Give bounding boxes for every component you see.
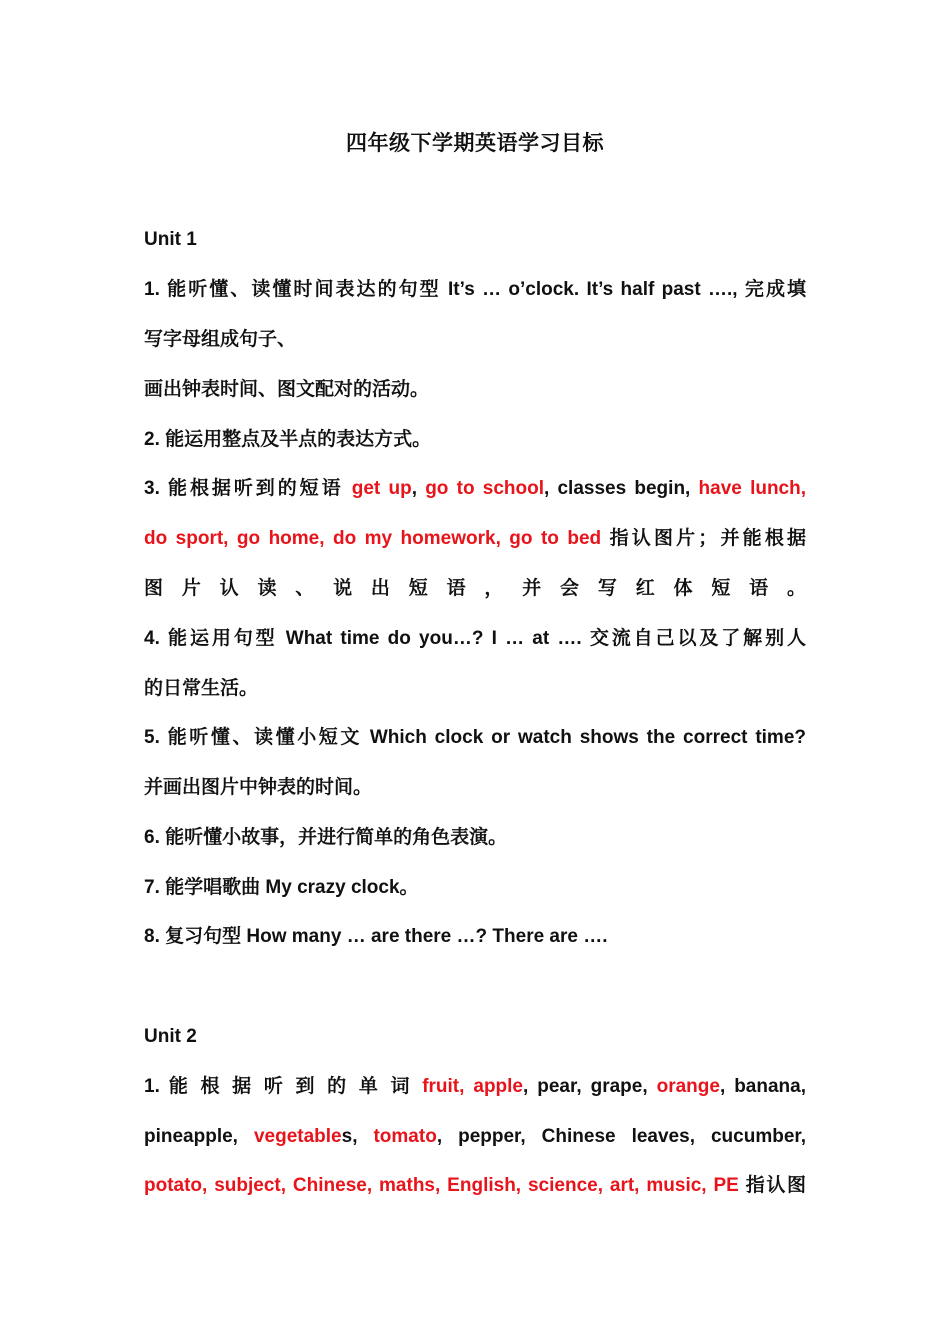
unit-heading [144, 1024, 806, 1050]
text-segment: 8. 复习句型 How many … are there …? There are …. [144, 926, 608, 947]
text-segment: , [411, 478, 426, 499]
text-segment: 图片认读、说出短语，并会写红体短语。 [144, 578, 806, 599]
text-segment: 1. 能听懂、读懂时间表达的句型 It’s … o’clock. It’s half past …., 完成填 [144, 279, 806, 300]
text-segment: 2. 能运用整点及半点的表达方式。 [144, 429, 432, 450]
text-segment: 4. 能运用句型 What time do you…? I … at …. 交流自己以及了解别人 [144, 628, 806, 649]
text-line [144, 1074, 806, 1100]
text-segment: 指认图片；并能根据 [601, 528, 806, 549]
text-segment: Unit 1 [144, 229, 197, 250]
document-title: 四年级下学期英语学习目标 [346, 132, 604, 155]
text-segment: Unit 2 [144, 1026, 197, 1047]
text-line [144, 875, 806, 901]
text-segment: s, [341, 1126, 374, 1147]
text-segment: 7. 能学唱歌曲 My crazy clock。 [144, 877, 419, 898]
text-line [144, 327, 806, 353]
text-segment: , classes begin, [544, 478, 699, 499]
highlighted-phrase: do sport, go home, do my homework, go to bed [144, 528, 602, 549]
unit-heading [144, 227, 806, 253]
text-segment: 画出钟表时间、图文配对的活动。 [144, 379, 430, 400]
highlighted-phrase: vegetable [253, 1126, 342, 1147]
highlighted-phrase: tomato [373, 1126, 437, 1147]
text-line [144, 576, 806, 602]
text-segment: 6. 能听懂小故事，并进行简单的角色表演。 [144, 827, 508, 848]
text-line [144, 277, 806, 303]
highlighted-phrase: potato, subject, Chinese, maths, English, science, art, music, PE [144, 1175, 739, 1196]
text-segment: 指认图 [738, 1175, 806, 1196]
text-segment: 1. 能 根 据 听 到 的 单 词 [144, 1076, 423, 1097]
text-line [144, 476, 806, 502]
text-line [144, 377, 806, 403]
text-line [144, 626, 806, 652]
highlighted-phrase: go to school [425, 478, 544, 499]
text-line [144, 825, 806, 851]
text-line [144, 526, 806, 552]
text-segment: 的日常生活。 [144, 678, 259, 699]
highlighted-phrase: have lunch, [698, 478, 807, 499]
text-segment: , pear, grape, [523, 1076, 657, 1097]
text-segment: , pepper, Chinese leaves, cucumber, [436, 1126, 807, 1147]
text-segment: 写字母组成句子、 [144, 329, 297, 350]
text-segment: pineapple, [144, 1126, 254, 1147]
text-segment: 5. 能听懂、读懂小短文 Which clock or watch shows the correct time? [144, 727, 806, 748]
text-line [144, 427, 806, 453]
text-segment: 并画出图片中钟表的时间。 [144, 777, 373, 798]
text-segment: , banana, [719, 1076, 807, 1097]
text-segment: 3. 能根据听到的短语 [144, 478, 352, 499]
text-line [144, 1124, 806, 1150]
text-line [144, 775, 806, 801]
text-line [144, 725, 806, 751]
highlighted-phrase: fruit, apple [422, 1076, 523, 1097]
highlighted-phrase: orange [656, 1076, 720, 1097]
highlighted-phrase: get up [351, 478, 412, 499]
text-line [144, 1173, 806, 1199]
text-line [144, 924, 806, 950]
text-line [144, 676, 806, 702]
